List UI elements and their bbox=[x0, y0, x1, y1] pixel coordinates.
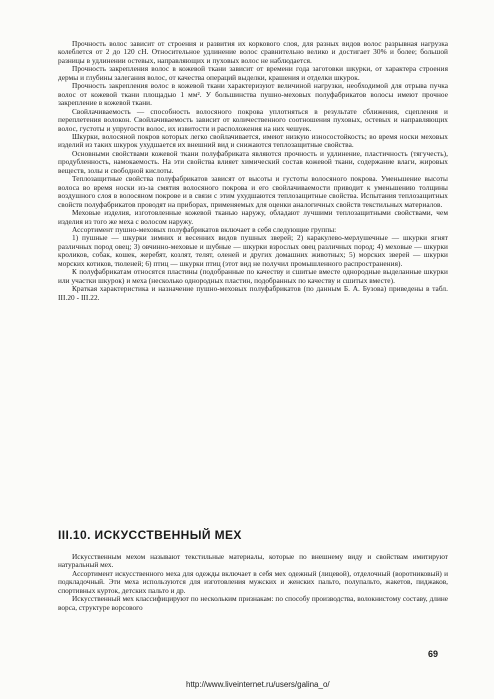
paragraph: Основными свойствами кожевой ткани полуфабриката являются прочность и удлинение, пластичность (тягучесть), продубленность, намокаемость. На эти свойства влияет химический состав кожевой ткани, содержание влаги, жировых веществ, золы и свободной кислоты. bbox=[58, 148, 448, 175]
paragraph: Прочность волос зависит от строения и развития их коркового слоя, для разных видов волос разрывная нагрузка колеблется от 2 до 120 сН. Относительное удлинение волос сравнительно велико и достигает 30% и более; большой разницы в удлинении остевых, направляющих и пуховых волос не наблюдается. bbox=[58, 39, 448, 65]
paragraph: Свойлачиваемость — способность волосяного покрова уплотняться в результате сближения, сцепления и переплетения волокон. Свойлачиваемость зависит от количественного соотношения пуховых, остевых и направляющих волос, густоты и упругости волос, их извитости и расположения на них чешуек. bbox=[58, 106, 448, 133]
groups-list bbox=[58, 234, 448, 268]
list-item: 1) пушные — шкурки зимних и весенних видов пушных зверей; 2) каракулево-мерлушечные — шкурки ягнят различных пород овец; 3) овчинно-меховые и шубные — шкурки взрослых овец различных пород; 4) меховые — шкурки кроликов, собак, кошек, жеребят, козлят, телят, оленей и других домашних животных; 5) морских зверей — шкурки морских котиков, тюленей; 6) птиц — шкурки птиц (этот вид не получил промышленного распространения). bbox=[58, 233, 448, 268]
paragraph: Теплозащитные свойства полуфабрикатов зависят от высоты и густоты волосяного покрова. Уменьшение высоты волоса во время носки из-за смятия волосяного покрова и его свойлачиваемости приводит к уменьшению толщины воздушного слоя в волосяном покрове и в связи с этим ухудшаются теплозащитные свойства. Испытания теплозащитных свойств полуфабрикатов проводят на приборах, применяемых для оценки аналогичных свойств текстильных материалов. bbox=[58, 174, 448, 209]
paragraph: Прочность закрепления волос в кожевой ткани зависит от времени года заготовки шкурки, от характера строения дермы и глубины залегания волос, от качества операций выделки, крашения и отделки шкурок. bbox=[58, 64, 448, 82]
paragraph: Шкурки, волосяной покров которых легко свойлачивается, имеют низкую износостойкость; во время носки меховых изделий из таких шкурок ухудшается их внешний вид и снижаются теплозащитные свойства. bbox=[58, 131, 448, 150]
paragraph: Ассортимент искусственного меха для одежды включает в себя мех одежный (лицевой), отделочный (воротниковый) и подкладочный. Эти меха используются для изготовления мужских и женских пальто, полупальто, жакетов, пиджаков, спортивных курток, детских пальто и др. bbox=[58, 568, 448, 595]
paragraph: Искусственный мех классифицируют по нескольким признакам: по способу производства, волокнистому составу, длине ворса, структуре ворсового bbox=[58, 594, 448, 612]
paragraph: Прочность закрепления волос в кожевой ткани характеризуют величиной нагрузки, необходимой для отрыва пучка волос от кожевой ткани площадью 1 мм². У большинства пушно-меховых полуфабрикатов волосы имеют прочное закрепление в кожевой ткани. bbox=[58, 81, 448, 108]
footer-url[interactable]: http://www.liveinternet.ru/users/galina_o/ bbox=[186, 680, 330, 689]
body-text-bottom bbox=[58, 553, 448, 612]
paragraph: Ассортимент пушно-меховых полуфабрикатов включает в себя следующие группы: bbox=[72, 224, 337, 234]
paragraph: Искусственным мехом называют текстильные материалы, которые по внешнему виду и свойствам имитируют натуральный мех. bbox=[58, 552, 448, 570]
page-number: 69 bbox=[428, 649, 439, 659]
paragraph: Меховые изделия, изготовленные кожевой тканью наружу, обладают лучшими теплозащитными свойствами, чем изделия из того же меха с волосом наружу. bbox=[58, 208, 448, 226]
section-heading: III.10. ИСКУССТВЕННЫЙ МЕХ bbox=[58, 528, 242, 542]
paragraph: Краткая характеристика и назначение пушно-меховых полуфабрикатов (по данным Б. А. Бузова) приведены в табл. III.20 - III.22. bbox=[58, 284, 448, 302]
paragraph: К полуфабрикатам относятся пластины (подобранные по качеству и сшитые вместе однородные выделанные шкурки или участки шкурок) и меха (несколько однородных пластин, подобранных по качеству и сшитых вместе). bbox=[58, 267, 448, 285]
body-text-top bbox=[58, 40, 448, 302]
